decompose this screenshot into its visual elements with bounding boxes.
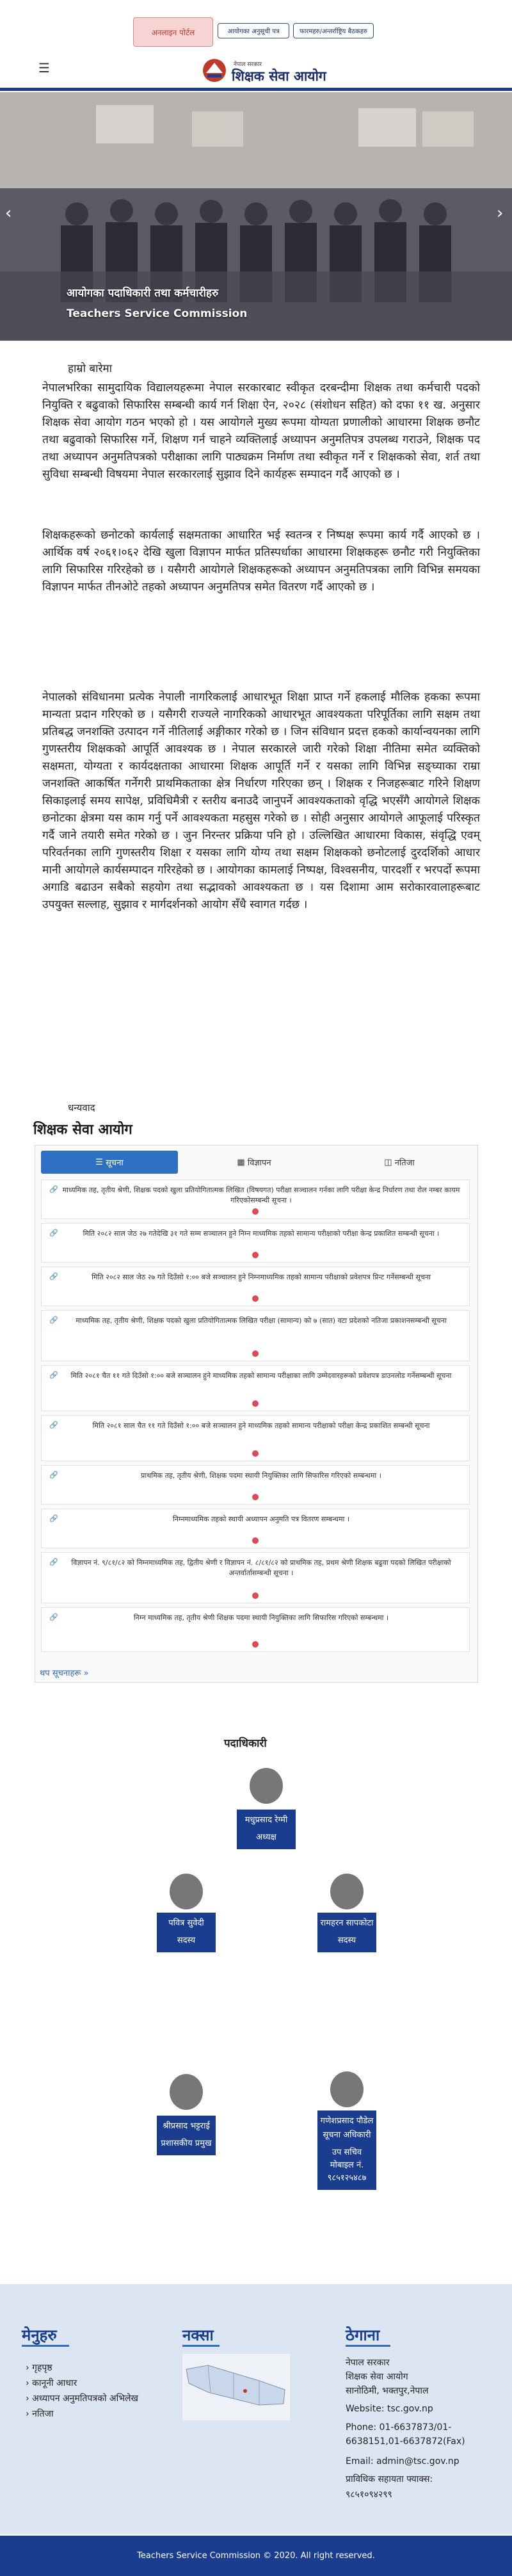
folder-icon: ◫ bbox=[384, 1157, 395, 1167]
footer-menu-label: नतिजा bbox=[32, 2409, 54, 2419]
copyright-text: Teachers Service Commission © 2020. All right reserved. bbox=[137, 2551, 375, 2561]
group-photo-image bbox=[0, 92, 512, 341]
link-icon: 🔗 bbox=[49, 1371, 58, 1379]
new-badge-icon bbox=[252, 1400, 259, 1407]
official-role: प्रशासकीय प्रमुख bbox=[161, 2139, 212, 2148]
new-badge-icon bbox=[252, 1350, 259, 1357]
avatar bbox=[317, 2068, 376, 2110]
divider bbox=[182, 2345, 220, 2347]
nepal-emblem-logo[interactable] bbox=[200, 58, 229, 83]
avatar bbox=[157, 2068, 216, 2116]
about-paragraph-3: नेपालको संविधानमा प्रत्येक नेपाली नागरिकलाई आधारभूत शिक्षा प्राप्त गर्ने हकलाई मौलिक हकका रूपमा मान्यता प्रदान गरिएको छ । यसैगरी राज्यले नागरिकको आधारभूत आवश्यकता परिपूर्तिका लागि सक्षम तथा प्रतिबद्ध जनशक्ति उत्पादन गर्ने नीतिलाई अङ्गीकार गरेको छ । जिन संविधान प्रदत्त हकको कार्यान्वयनका लागि गुणस्तरीय शिक्षकको आपूर्ति आवश्यक छ । नेपाल सरकारले जारी गरेको शिक्षा नीतिमा समेत व्यक्तिको सक्षमता, योग्यता र कार्यदक्षताका आधारमा शिक्षक आपूर्ति गर्ने र यसका लागि विभिन्न सङ्घ्याका राम्रा जनशक्ति आकर्षित गर्नेगरी प्राथमिकताका क्षेत्र निर्धारण गरिएका छन् । शिक्षक र निजहरूबाट गरिने शिक्षण सिकाइलाई समय सापेक्ष, प्रविधिमैत्री र स्तरीय बनाउदै जानुपर्ने आवश्यकताको वृद्धि भएसँगै आयोगले शिक्षक छनोटका क्षेत्रमा यस काम गर्नु पर्ने आवश्यकता महसुस गरेको छ । सोही अनुसार आयोगले आफूलाई परिस्कृत गर्दै जाने तयारी समेत गरेको छ । जुन निरन्तर प्रक्रिया पनि हो । उल्लिखित आधारमा विकास, संवृद्धि एवम् परिवर्तनका लागि गुणस्तरीय शिक्षा र यसका लागि योग्य तथा सक्षम शिक्षकको छनोटलाई दुरदर्शिको आधार मानी आयोगले कार्यसम्पादन गरिरहेको छ । आयोगका कामलाई निष्पक्ष, विश्वसनीय, पारदर्शी र भरपर्दो रूपमा अगाडि बढाउन सबैको सहयोग तथा सद्भावको आवश्यकता छ । यस दिशामा आम सरोकारवालाहरूबाट उपयुक्त सल्लाह, सुझाव र मार्गदर्शनको आयोग सँधै स्वागत गर्दछ । bbox=[42, 691, 480, 911]
notice-item[interactable] bbox=[41, 1179, 470, 1219]
website-link[interactable]: Website: tsc.gov.np bbox=[346, 2404, 433, 2414]
org-title[interactable]: शिक्षक सेवा आयोग bbox=[232, 69, 326, 84]
link-icon: 🔗 bbox=[49, 1558, 58, 1566]
divider bbox=[22, 2345, 69, 2347]
avatar bbox=[237, 1762, 296, 1810]
forms-button[interactable]: फारमहरु/अन्तर्राष्ट्रिय बैठकहरु bbox=[293, 23, 374, 38]
footer-menu-label: कानूनी आधार bbox=[32, 2378, 77, 2388]
copyright-bar bbox=[0, 2536, 512, 2576]
about-paragraph-2: शिक्षकहरूको छनोटको कार्यलाई सक्षमताका आधारित भई स्वतन्त्र र निष्पक्ष रूपमा कार्य गर्दै आएको छ । आर्थिक वर्ष २०६१।०६२ देखि खुला विज्ञापन मार्फत प्रतिस्पर्धाका आधारमा शिक्षकहरू छनौट गरी नियुक्तिका लागि सिफारिस गरिरहेको छ । यसैगरी आयोगले शिक्षकहरूको अध्यापन अनुमतिपत्रका लागि विभिन्न समयका विज्ञापन मार्फत तीनओटे तहको अध्यापन अनुमतिपत्र समेत वितरण गर्दै आएको छ । bbox=[42, 529, 480, 594]
about-heading: हाम्रो बारेमा bbox=[68, 362, 113, 375]
new-badge-icon bbox=[252, 1295, 259, 1302]
footer-address-title: ठेगाना bbox=[346, 2326, 380, 2344]
notice-text[interactable]: मिति २०८१ चैत ११ गते दिउँसो १:०० बजे सञ्चालन हुने माध्यमिक तहको सामान्य परीक्षाका लागि उम्मेदवारहरूको प्रवेशपत्र डाउनलोड गर्नेसम्बन्धी सूचना bbox=[70, 1372, 452, 1380]
official-name: पवित्र सुवेदी bbox=[168, 1918, 204, 1928]
tab-notice[interactable] bbox=[41, 1151, 178, 1174]
tab-advertisement-label: विज्ञापन bbox=[247, 1158, 271, 1168]
notice-item[interactable] bbox=[41, 1552, 470, 1603]
new-badge-icon bbox=[252, 1641, 259, 1648]
official-role: उप सचिव मोबाइल नं. ९८५१२५४८७ bbox=[327, 2148, 367, 2183]
hamburger-icon[interactable]: ☰ bbox=[38, 60, 50, 76]
notice-item[interactable] bbox=[41, 1223, 470, 1263]
official-card-chair[interactable] bbox=[237, 1762, 296, 1849]
official-card[interactable] bbox=[317, 2068, 376, 2190]
tab-result[interactable] bbox=[331, 1151, 468, 1174]
official-role: सदस्य bbox=[337, 1936, 356, 1945]
notice-text[interactable]: मिति २०८१ साल चैत ११ गते दिउँसो १:०० बजे सञ्चालन हुने माध्यमिक तहको सामान्य परीक्षाको परीक्षा केन्द्र प्रकाशित सम्बन्धी सूचना bbox=[92, 1422, 430, 1430]
notice-item[interactable] bbox=[41, 1607, 470, 1652]
official-name: मधुप्रसाद रेग्मी bbox=[244, 1815, 288, 1825]
notice-item[interactable] bbox=[41, 1415, 470, 1461]
footer-menu-label: गृहपृष्ठ bbox=[32, 2363, 52, 2373]
list-icon: ☰ bbox=[95, 1157, 106, 1167]
notice-section-title: शिक्षक सेवा आयोग bbox=[33, 1122, 132, 1138]
link-icon: 🔗 bbox=[49, 1471, 58, 1479]
hero-slider bbox=[0, 92, 512, 341]
footer-menu-title: मेनुहरु bbox=[22, 2326, 57, 2344]
notice-text[interactable]: निम्न माध्यमिक तह, तृतीय श्रेणी शिक्षक पदमा स्थायी नियुक्तिका लागि सिफारिस गरिएको सम्बन्धमा । bbox=[133, 1614, 389, 1622]
officials-title: पदाधिकारी bbox=[224, 1737, 267, 1750]
notice-text[interactable]: माध्यमिक तह, तृतीय श्रेणी, शिक्षक पदको खुला प्रतियोगितात्मक लिखित परीक्षा (सामान्य) को ७ (सात) वटा प्रदेशको नतिजा प्रकाशनसम्बन्धी सूचना bbox=[76, 1316, 447, 1325]
org-small-label: नेपाल सरकार bbox=[234, 61, 262, 68]
hero-caption-subtitle: Teachers Service Commission bbox=[67, 307, 248, 320]
official-name: गणेशप्रसाद पौडेल सूचना अधिकारी bbox=[320, 2116, 374, 2140]
more-notices-link[interactable]: थप सूचनाहरू » bbox=[40, 1669, 89, 1678]
hotline-label: प्राविधिक सहायता फ्याक्स: bbox=[346, 2474, 433, 2484]
footer-map-title: नक्सा bbox=[182, 2326, 214, 2344]
gazette-button[interactable]: आयोगका अनुसूची पत्र bbox=[218, 23, 289, 38]
notice-text[interactable]: माध्यमिक तह, तृतीय श्रेणी, शिक्षक पदको खुला प्रतियोगितात्मक लिखित (विषयगत) परीक्षा सञ्चालन गर्नका लागि परीक्षा केन्द्र निर्धारण तथा रोल नम्बर कायम गरिएकोसम्बन्धी सूचना । bbox=[62, 1186, 460, 1204]
thanks-text: धन्यवाद bbox=[68, 1102, 95, 1114]
hero-next-arrow-icon[interactable]: › bbox=[497, 204, 504, 223]
about-paragraph-1: नेपालभरिका सामुदायिक विद्यालयहरूमा नेपाल सरकारबाट स्वीकृत दरबन्दीमा शिक्षक तथा कर्मचारी पदको नियुक्ति र बढुवाको सिफारिस सम्बन्धी कार्य गर्न शिक्षा ऐन, २०२८ (संशोधन सहित) को दफा ११ ख. अनुसार शिक्षक सेवा आयोग गठन भएको हो । यस आयोगले मुख्य रूपमा योग्यता प्रणालीको आधारमा शिक्षक छनौट तथा बढुवाको सिफारिस गर्ने, शिक्षण गर्न चाहने व्यक्तिलाई अध्यापन अनुमतिपत्र उपलब्ध गराउने, शिक्षक पद तथा अध्यापन अनुमतिपत्रको परीक्षाका लागि पाठ्यक्रम निर्माण तथा स्वीकृत गर्ने र शिक्षकको सेवा, शर्त तथा सुविधा सम्बन्धी विषयमा नेपाल सरकारलाई सुझाव दिने कार्यहरू सम्पादन गर्दै आएको छ । bbox=[42, 382, 480, 481]
official-card[interactable] bbox=[317, 1870, 376, 1952]
online-portal-button[interactable]: अनलाइन पोर्टल bbox=[133, 17, 213, 47]
notice-text[interactable]: प्राथमिक तह, तृतीय श्रेणी, शिक्षक पदमा स्थायी नियुक्तिका लागि सिफारिस गरिएको सम्बन्धमा । bbox=[141, 1471, 381, 1480]
official-name: रामहरन सापकोटा bbox=[320, 1918, 374, 1928]
official-name: श्रीप्रसाद भट्टराई bbox=[163, 2121, 210, 2131]
notice-text[interactable]: निम्नमाध्यमिक तहको स्थायी अध्यापन अनुमति पत्र वितरण सम्बन्धमा । bbox=[172, 1515, 350, 1523]
official-card[interactable] bbox=[157, 2068, 216, 2155]
hotline-number: ९८५१०९४२९९ bbox=[346, 2490, 392, 2500]
notice-item[interactable] bbox=[41, 1509, 470, 1548]
footer-menu-item[interactable]: › गृहपृष्ठ bbox=[26, 2363, 52, 2373]
address-line: सानोठिमी, भक्तपुर,नेपाल bbox=[346, 2386, 429, 2396]
notice-text[interactable]: मिति २०८२ साल जेठ २७ गतेदेखि ३१ गते सम्म सञ्चालन हुने निम्न माध्यमिक तहको सामान्य परीक्षाको परीक्षा केन्द्र प्रकाशित सम्बन्धी सूचना । bbox=[83, 1229, 440, 1238]
notice-item[interactable] bbox=[41, 1267, 470, 1306]
new-badge-icon bbox=[252, 1208, 259, 1215]
link-icon: 🔗 bbox=[49, 1185, 58, 1194]
footer-menu-item[interactable]: › कानूनी आधार bbox=[26, 2378, 77, 2388]
new-badge-icon bbox=[252, 1494, 259, 1500]
footer-menu-item[interactable]: › नतिजा bbox=[26, 2409, 54, 2419]
tab-advertisement[interactable] bbox=[186, 1151, 323, 1174]
avatar bbox=[317, 1870, 376, 1913]
notice-text[interactable]: विज्ञापन नं. ९/८१/८२ को निम्नमाध्यमिक तह, द्वितीय श्रेणी र विज्ञापन नं. ८/८१/८२ को प्राथमिक तह, प्रथम श्रेणी शिक्षक बढुवा पदको लिखित परीक्षाको अन्तर्वार्तासम्बन्धी सूचना । bbox=[71, 1559, 451, 1577]
notice-text[interactable]: मिति २०८२ साल जेठ २७ गते दिउँसो १:०० बजे सञ्चालन हुने निम्नमाध्यमिक तहको सामान्य परीक्षाको प्रवेशपत्र प्रिन्ट गर्नेसम्बन्धी सूचना bbox=[92, 1273, 431, 1281]
tab-result-label: नतिजा bbox=[394, 1158, 415, 1168]
official-role: सदस्य bbox=[177, 1936, 196, 1945]
new-badge-icon bbox=[252, 1537, 259, 1544]
footer-menu-label: अध्यापन अनुमतिपत्रको अभिलेख bbox=[32, 2394, 139, 2404]
notice-item[interactable] bbox=[41, 1365, 470, 1411]
grid-icon: ▦ bbox=[237, 1157, 248, 1167]
link-icon: 🔗 bbox=[49, 1229, 58, 1237]
avatar bbox=[157, 1870, 216, 1913]
link-icon: 🔗 bbox=[49, 1316, 58, 1324]
address-line: नेपाल सरकार bbox=[346, 2358, 390, 2368]
new-badge-icon bbox=[252, 1252, 259, 1258]
new-badge-icon bbox=[252, 1450, 259, 1457]
official-card[interactable] bbox=[157, 1870, 216, 1952]
link-icon: 🔗 bbox=[49, 1613, 58, 1621]
new-badge-icon bbox=[252, 1592, 259, 1599]
link-icon: 🔗 bbox=[49, 1421, 58, 1429]
phone-text: Phone: 01-6637873/01-6638151,01-6637872(Fax) bbox=[346, 2422, 465, 2447]
official-role: अध्यक्ष bbox=[256, 1833, 276, 1842]
notice-item[interactable] bbox=[41, 1310, 470, 1361]
notice-item[interactable] bbox=[41, 1465, 470, 1505]
hero-caption-title: आयोगका पदाधिकारी तथा कर्मचारीहरु bbox=[67, 287, 219, 300]
email-link[interactable]: Email: admin@tsc.gov.np bbox=[346, 2456, 460, 2467]
link-icon: 🔗 bbox=[49, 1514, 58, 1523]
address-line: शिक्षक सेवा आयोग bbox=[346, 2372, 408, 2382]
tab-notice-label: सूचना bbox=[106, 1158, 124, 1168]
divider bbox=[346, 2345, 390, 2347]
nepal-map-image[interactable] bbox=[182, 2354, 290, 2420]
hero-prev-arrow-icon[interactable]: ‹ bbox=[5, 204, 12, 223]
footer-menu-item[interactable]: › अध्यापन अनुमतिपत्रको अभिलेख bbox=[26, 2394, 139, 2404]
link-icon: 🔗 bbox=[49, 1272, 58, 1281]
